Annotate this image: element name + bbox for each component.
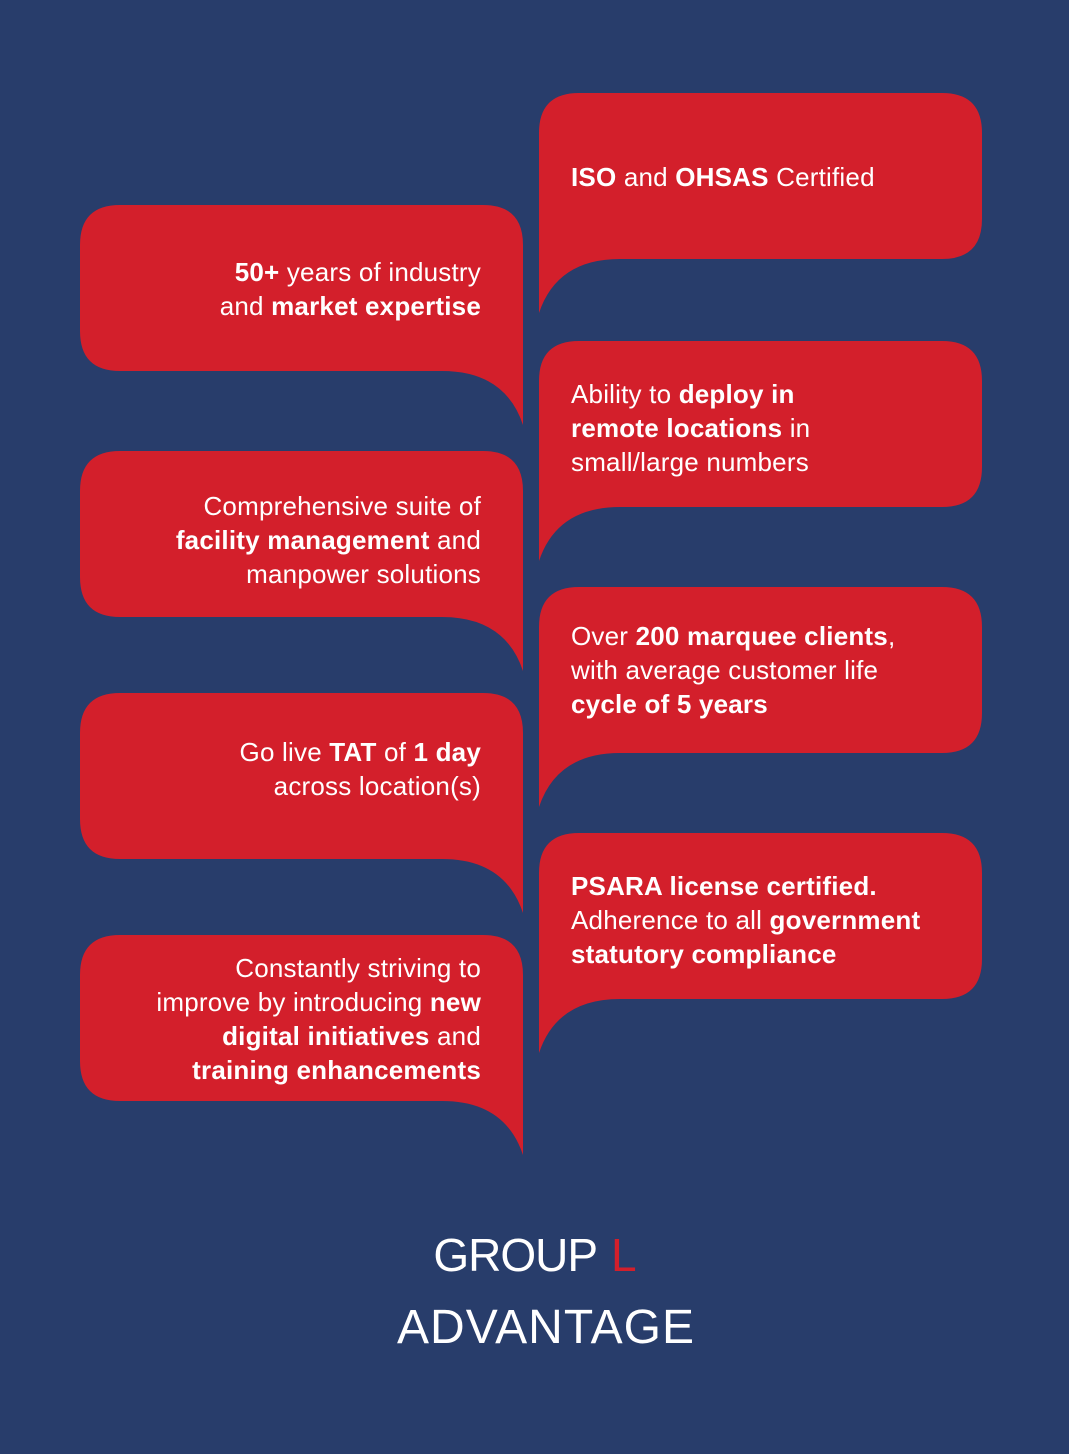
bubble-text xyxy=(91,489,481,591)
bold-text-segment: training enhancements xyxy=(192,1055,481,1085)
bubble-text xyxy=(91,735,481,803)
bold-text-segment: new xyxy=(429,987,481,1017)
bold-text-segment: TAT xyxy=(329,737,377,767)
text-segment: with average customer life xyxy=(571,655,879,685)
text-segment: , xyxy=(887,621,896,651)
bubble-psara-license xyxy=(539,833,982,1053)
advantage-title: ADVANTAGE xyxy=(397,1301,695,1354)
bold-text-segment: remote locations xyxy=(571,413,783,443)
text-segment: Certified xyxy=(768,162,875,192)
text-segment: improve by introducing xyxy=(156,987,430,1017)
bold-text-segment: deploy in xyxy=(678,379,795,409)
bubble-text xyxy=(571,619,966,721)
text-segment: small/large numbers xyxy=(571,447,809,477)
bold-text-segment: OHSAS xyxy=(675,162,769,192)
text-segment: manpower solutions xyxy=(246,559,481,589)
text-segment: Ability to xyxy=(571,379,679,409)
logo-letter-l: L xyxy=(611,1229,636,1281)
bold-text-segment: facility management xyxy=(175,525,430,555)
bold-text-segment: statutory compliance xyxy=(571,939,837,969)
bubble-iso-certified xyxy=(539,93,982,313)
bold-text-segment: market expertise xyxy=(271,291,481,321)
text-segment: and xyxy=(429,525,481,555)
logo-group-text: GROUP xyxy=(433,1229,598,1281)
group-l-logo xyxy=(0,1228,1069,1282)
text-segment: Go live xyxy=(239,737,330,767)
bubble-text xyxy=(571,160,966,194)
bubble-go-live-tat xyxy=(80,693,523,913)
text-segment: Adherence to all xyxy=(571,905,770,935)
bold-text-segment: 1 day xyxy=(413,737,481,767)
text-segment: Over xyxy=(571,621,636,651)
bubble-industry-expertise xyxy=(80,205,523,425)
bubble-remote-deployment xyxy=(539,341,982,561)
bubble-text xyxy=(91,255,481,323)
bold-text-segment: ISO xyxy=(571,162,617,192)
text-segment: and xyxy=(429,1021,481,1051)
bubble-text xyxy=(571,377,966,479)
bubble-text xyxy=(571,869,966,971)
bold-text-segment: government xyxy=(769,905,921,935)
text-segment: Comprehensive suite of xyxy=(203,491,481,521)
text-segment: and xyxy=(219,291,272,321)
bold-text-segment: 200 marquee clients xyxy=(635,621,888,651)
bubble-facility-management xyxy=(80,451,523,671)
bubble-marquee-clients xyxy=(539,587,982,807)
text-segment: years of industry xyxy=(279,257,481,287)
text-segment: and xyxy=(616,162,676,192)
bubble-digital-initiatives xyxy=(80,935,523,1155)
bold-text-segment: digital initiatives xyxy=(222,1021,430,1051)
speech-bubble-shape xyxy=(80,693,523,913)
text-segment: of xyxy=(376,737,414,767)
text-segment: in xyxy=(782,413,811,443)
bold-text-segment: PSARA license certified. xyxy=(571,871,877,901)
bold-text-segment: 50+ xyxy=(234,257,280,287)
speech-bubble-shape xyxy=(539,93,982,313)
bold-text-segment: cycle of 5 years xyxy=(571,689,768,719)
bubble-text xyxy=(91,951,481,1087)
text-segment: Constantly striving to xyxy=(235,953,481,983)
text-segment: across location(s) xyxy=(273,771,481,801)
